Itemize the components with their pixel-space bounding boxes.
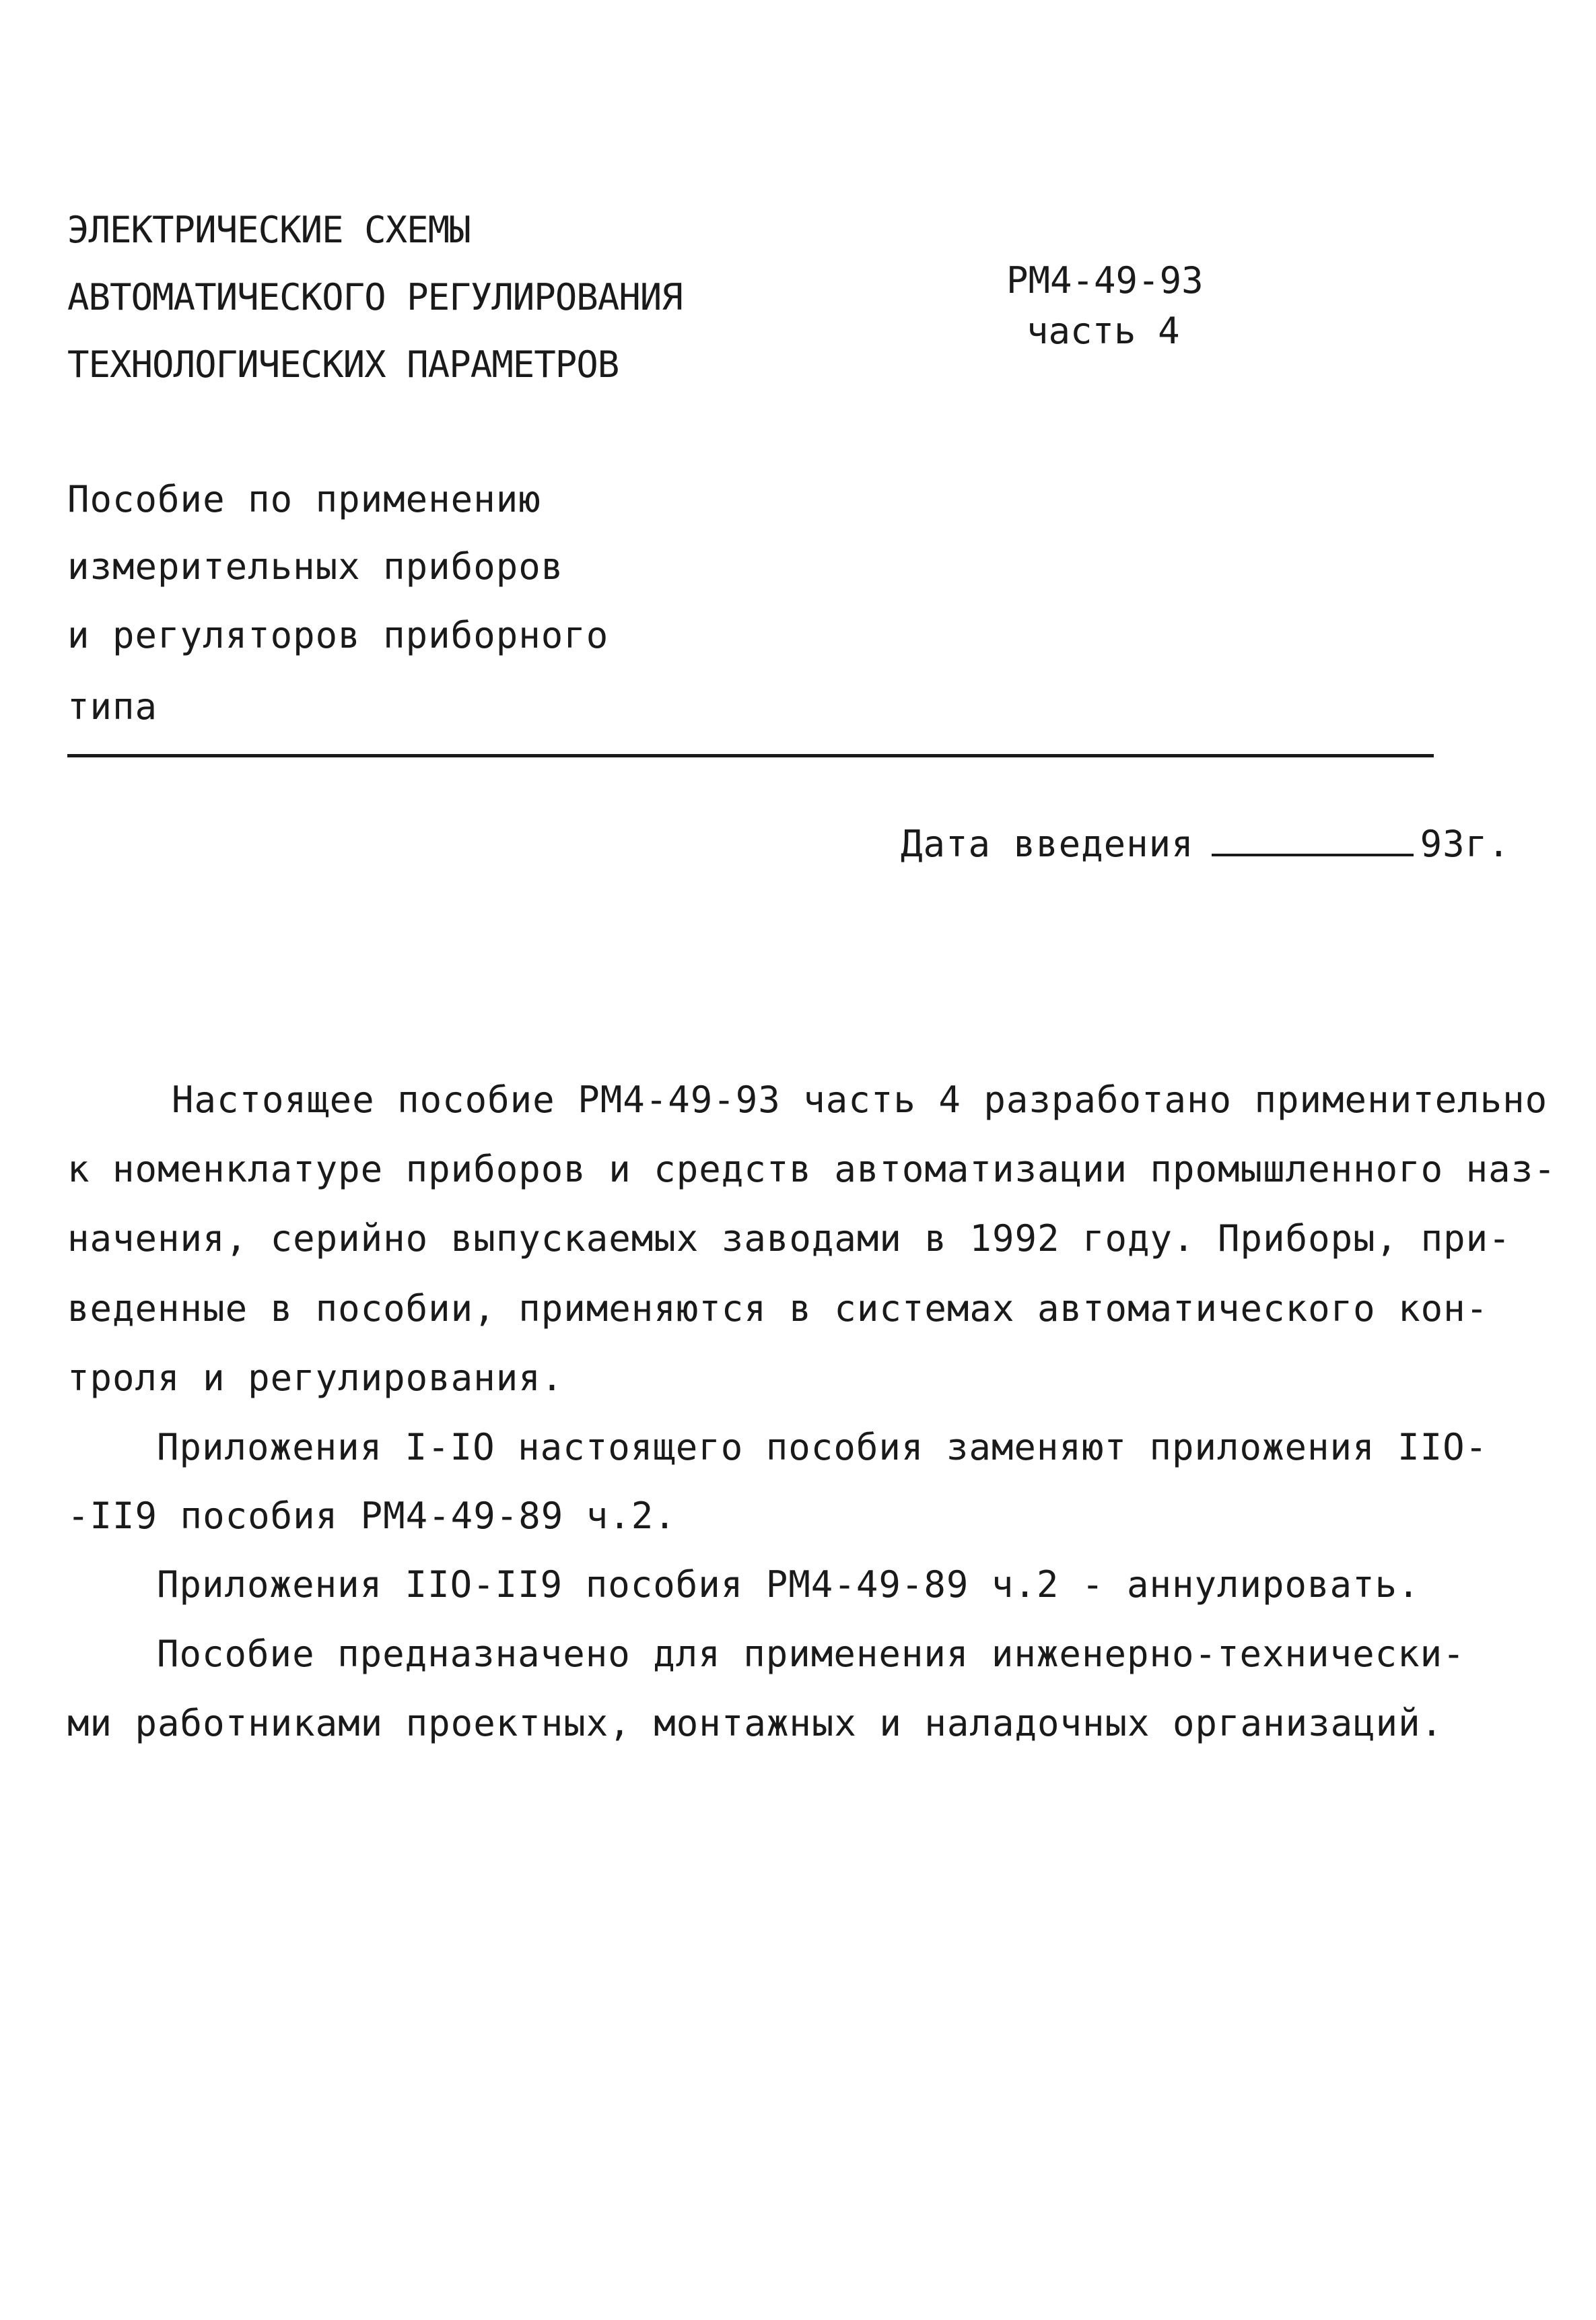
introduction-date	[901, 823, 1511, 866]
body-line-1: Настоящее пособие РМ4-49-93 часть 4 разработано применительно	[172, 1079, 1548, 1121]
date-suffix: 93г.	[1420, 823, 1511, 865]
body-line-8: Приложения IIO-II9 пособия РМ4-49-89 ч.2 - аннулировать.	[157, 1563, 1420, 1606]
title-line-2: АВТОМАТИЧЕСКОГО РЕГУЛИРОВАНИЯ	[67, 276, 683, 318]
body-line-7: -II9 пособия РМ4-49-89 ч.2.	[67, 1495, 676, 1537]
body-line-10: ми работниками проектных, монтажных и наладочных организаций.	[67, 1702, 1444, 1744]
body-line-5: троля и регулирования.	[67, 1357, 564, 1399]
subtitle-line-2: измерительных приборов	[67, 545, 564, 588]
subtitle-line-3: и регуляторов приборного	[67, 614, 609, 656]
subtitle-line-1: Пособие по применению	[67, 478, 541, 520]
body-line-3: начения, серийно выпускаемых заводами в 1992 году. Приборы, при-	[67, 1217, 1511, 1260]
date-label: Дата введения	[901, 823, 1194, 865]
subtitle-line-4: типа	[67, 685, 158, 728]
body-line-4: веденные в пособии, применяются в системах автоматического кон-	[67, 1287, 1489, 1330]
body-line-2: к номенклатуре приборов и средств автоматизации промышленного наз-	[67, 1148, 1556, 1190]
document-part: часть 4	[1027, 310, 1180, 352]
document-code: РМ4-49-93	[1006, 259, 1204, 302]
title-line-3: ТЕХНОЛОГИЧЕСКИХ ПАРАМЕТРОВ	[67, 343, 619, 386]
date-blank-line	[1212, 854, 1414, 856]
body-line-6: Приложения I-IO настоящего пособия заменяют приложения IIO-	[157, 1426, 1488, 1468]
horizontal-rule	[67, 754, 1434, 757]
body-line-9: Пособие предназначено для применения инженерно-технически-	[157, 1633, 1465, 1675]
title-line-1: ЭЛЕКТРИЧЕСКИЕ СХЕМЫ	[67, 209, 471, 251]
